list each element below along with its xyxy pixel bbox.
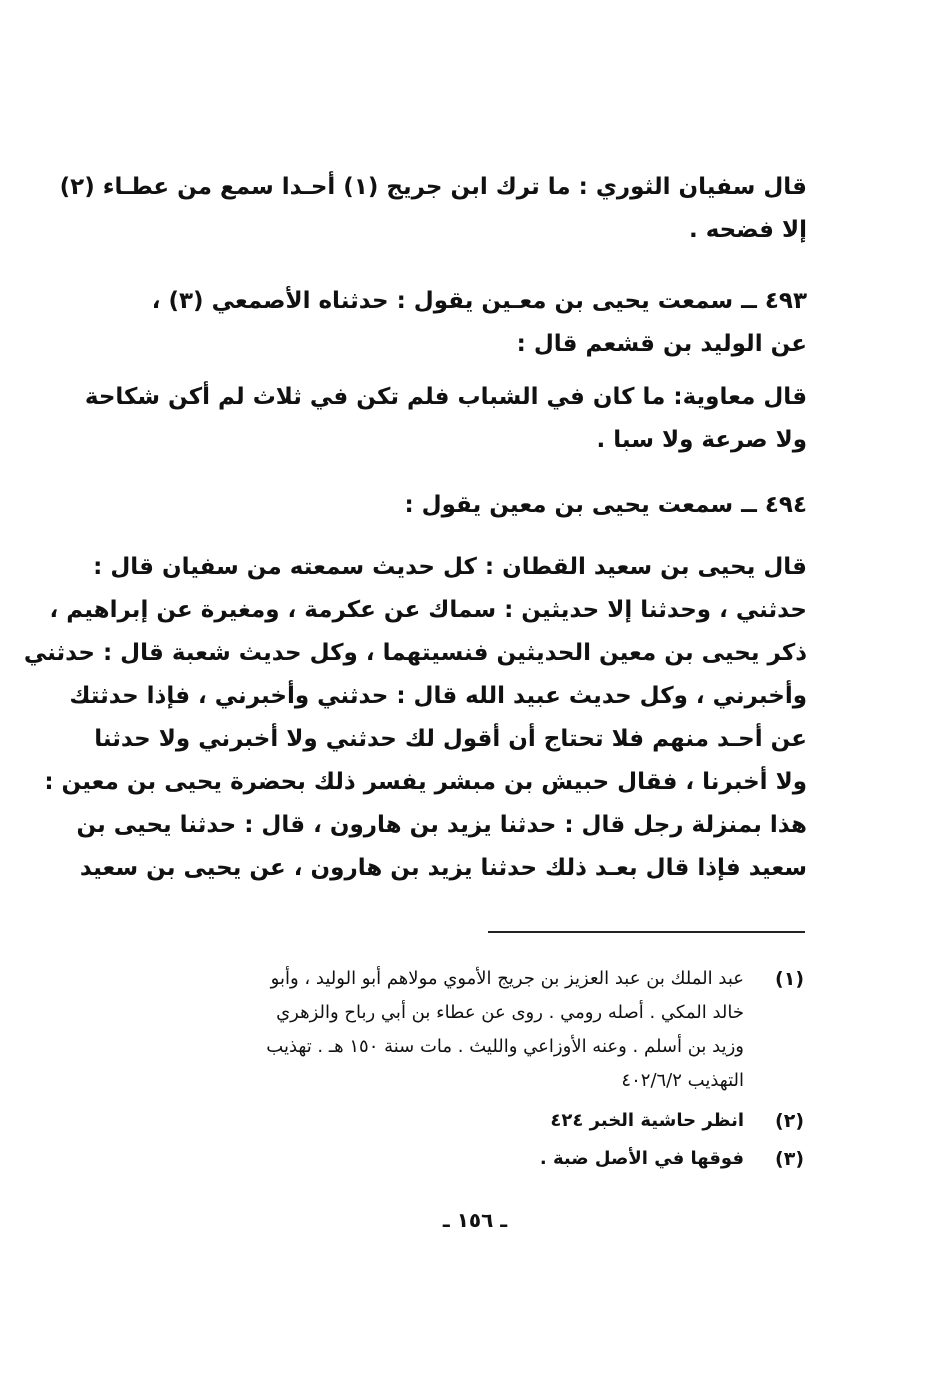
- text-line: هذا بمنزلة رجل قال : حدثنا يزيد بن هارون ، قال : حدثنا يحيى بن: [76, 812, 807, 838]
- footnote-line: فوقها في الأصل ضبة .: [539, 1148, 744, 1169]
- text-line: قال يحيى بن سعيد القطان : كل حديث سمعته من سفيان قال :: [93, 554, 807, 580]
- paragraph-qattan: [23, 546, 807, 890]
- paragraph-494: [127, 484, 807, 527]
- text-line: ٤٩٤ ــ سمعت يحيى بن معين يقول :: [404, 492, 807, 518]
- page-number: ـ ١٥٦ ـ: [442, 1208, 508, 1232]
- footnote-line: خالد المكي . أصله رومي . روى عن عطاء بن أبي رباح والزهري: [276, 1002, 744, 1023]
- paragraph-sufyan: [59, 166, 807, 252]
- text-line: قال سفيان الثوري : ما ترك ابن جريج (١) أحـدا سمع من عطـاء (٢): [59, 174, 807, 200]
- paragraph-493: [127, 280, 807, 366]
- text-line: عن أحـد منهم فلا تحتاج أن أقول لك حدثني ولا أخبرني ولا حدثنا: [94, 726, 807, 752]
- footnote-3: [144, 1142, 804, 1176]
- text-line: ولا أخبرنا ، فقال حبيش بن مبشر يفسر ذلك بحضرة يحيى بن معين :: [44, 769, 807, 795]
- text-line: سعيد فإذا قال بعـد ذلك حدثنا يزيد بن هارون ، عن يحيى بن سعيد: [79, 855, 807, 881]
- footnote-line: التهذيب ٦/٢‏/٤٠٢: [621, 1070, 744, 1091]
- footnote-line: وزيد بن أسلم . وعنه الأوزاعي والليث . مات سنة ١٥٠ هـ . تهذيب: [266, 1036, 744, 1057]
- footnote-number: (٢): [775, 1110, 804, 1132]
- text-line: قال معاوية: ما كان في الشباب فلم تكن في ثلاث لم أكن شكاحة: [84, 384, 807, 410]
- text-line: ولا صرعة ولا سبا .: [596, 427, 807, 453]
- footnote-divider: [488, 931, 805, 933]
- footnote-number: (١): [775, 968, 804, 990]
- text-line: إلا فضحه .: [688, 217, 807, 243]
- paragraph-muawiya: [84, 376, 807, 462]
- footnote-2: [144, 1104, 804, 1138]
- text-line: ٤٩٣ ــ سمعت يحيى بن معـين يقول : حدثناه الأصمعي (٣) ،: [151, 288, 807, 314]
- footnote-line: عبد الملك بن عبد العزيز بن جريج الأموي مولاهم أبو الوليد ، وأبو: [270, 968, 744, 989]
- text-line: عن الوليد بن قشعم قال :: [516, 331, 807, 357]
- footnote-1: [144, 962, 804, 1098]
- footnote-line: انظر حاشية الخبر ٤٢٤: [550, 1110, 744, 1131]
- text-line: وأخبرني ، وكل حديث عبيد الله قال : حدثني وأخبرني ، فإذا حدثتك: [69, 683, 807, 709]
- footnotes: [144, 962, 804, 1176]
- footnote-number: (٣): [775, 1148, 804, 1170]
- text-line: حدثني ، وحدثنا إلا حديثين : سماك عن عكرمة ، ومغيرة عن إبراهيم ،: [49, 597, 807, 623]
- text-line: ذكر يحيى بن معين الحديثين فنسيتهما ، وكل حديث شعبة قال : حدثني: [23, 640, 807, 666]
